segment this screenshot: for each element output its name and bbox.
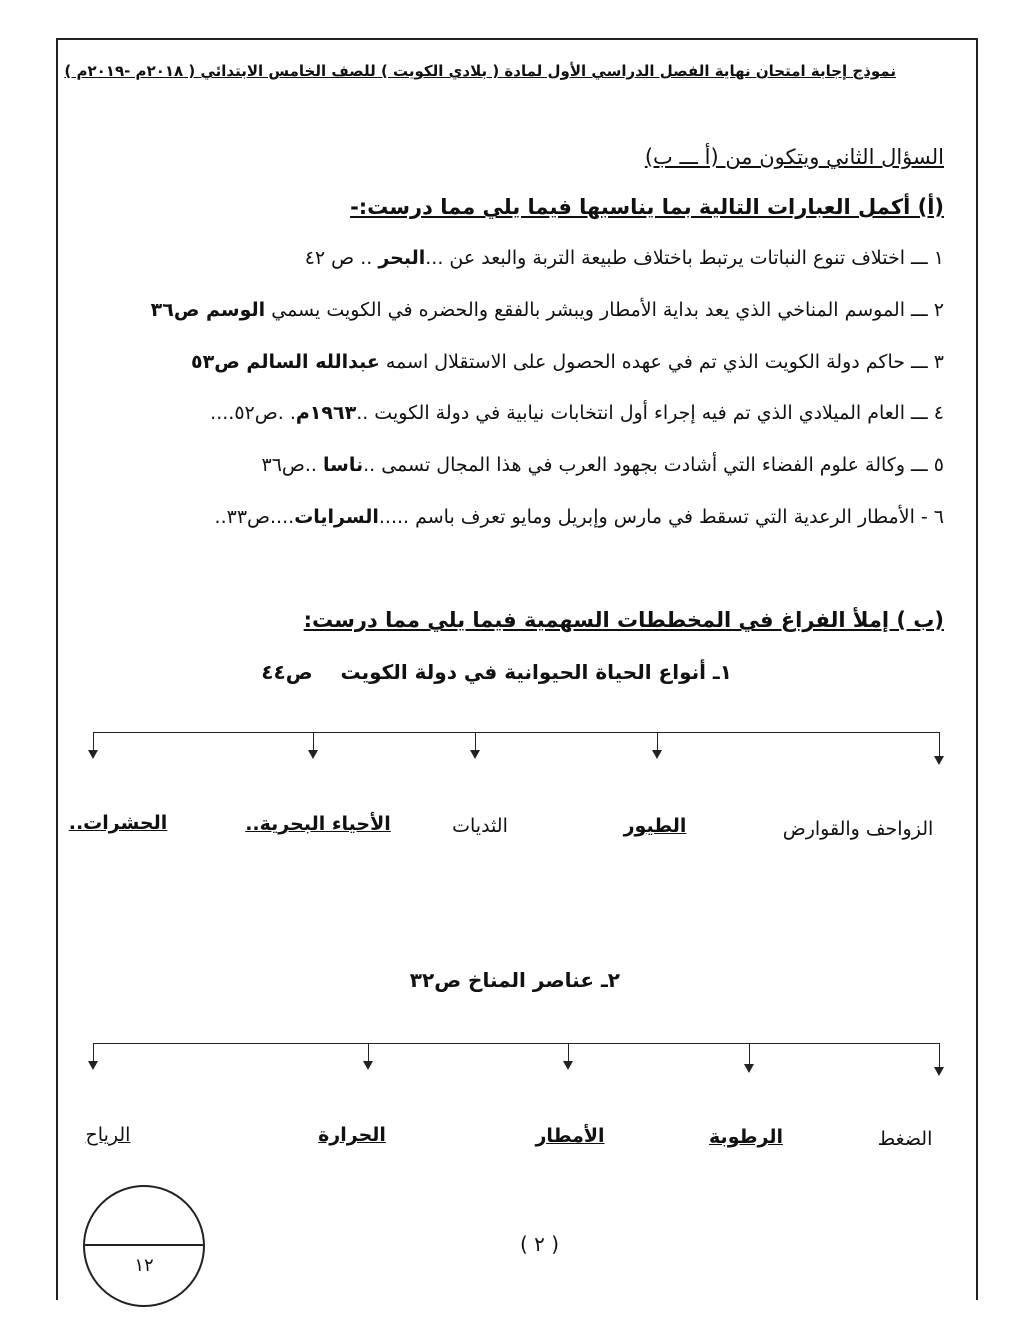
score-circle [83,1185,205,1307]
arrow-down-icon [563,1061,573,1070]
diagram1-label: الطيور [623,815,687,837]
arrow-down-icon [934,756,944,765]
diagram1-label: الحشرات.. [68,812,168,834]
arrow-down-icon [470,750,480,759]
diagram1-label: الأحياء البحرية.. [245,813,391,835]
diagram2-label: الحرارة [318,1124,386,1146]
diagram2-bar [93,1043,940,1044]
list-item: ٣ ـــ حاكم دولة الكويت الذي تم في عهده الحصول على الاستقلال اسمه عبدالله السالم ص٥٣ [191,351,944,373]
list-item: ٤ ـــ العام الميلادي الذي تم فيه إجراء أول انتخابات نيابية في دولة الكويت ..١٩٦٣م. .ص٥٢.... [210,402,944,424]
diagram1-stem [657,732,658,752]
diagram2-title: ٢ـ عناصر المناخ ص٣٢ [409,968,620,992]
page-number: ( ٢ ) [520,1232,560,1256]
section-b-title: (ب ) إملأ الفراغ في المخططات السهمية فيما يلي مما درست: [303,608,944,632]
diagram2-stem [368,1043,369,1063]
list-item: ٦ - الأمطار الرعدية التي تسقط في مارس وإبريل ومايو تعرف باسم .....السرايات....ص٣٣.. [214,506,944,528]
diagram2-label: الرياح [85,1124,131,1146]
diagram2-stem [93,1043,94,1063]
diagram1-stem [475,732,476,752]
diagram2-stem [749,1043,750,1066]
list-item: ٥ ـــ وكالة علوم الفضاء التي أشادت بجهود العرب في هذا المجال تسمى ..ناسا ..ص٣٦ [261,454,944,476]
section-a-title: (أ) أكمل العبارات التالية بما يناسبها فيما يلي مما درست:- [350,195,944,219]
arrow-down-icon [652,750,662,759]
diagram1-label: الزواحف والقوارض [782,818,934,840]
question-title: السؤال الثاني ويتكون من (أ ـــ ب) [644,145,944,169]
list-item: ١ ـــ اختلاف تنوع النباتات يرتبط باختلاف طبيعة التربة والبعد عن ...البحر .. ص ٤٢ [304,247,944,269]
diagram1-stem [939,732,940,758]
diagram2-stem [939,1043,940,1069]
diagram1-bar [93,732,940,733]
diagram2-label: الأمطار [535,1125,605,1147]
score-value: ١٢ [134,1255,154,1276]
list-item: ٢ ـــ الموسم المناخي الذي يعد بداية الأمطار ويبشر بالفقع والحضره في الكويت يسمي الوسم ص٣٦ [150,299,944,321]
diagram1-stem [93,732,94,752]
arrow-down-icon [88,1061,98,1070]
arrow-down-icon [744,1064,754,1073]
diagram2-stem [568,1043,569,1063]
diagram2-label: الضغط [877,1128,933,1150]
exam-header: نموذج إجابة امتحان نهاية الفصل الدراسي الأول لمادة ( بلادي الكويت ) للصف الخامس الابتدائي ( ٢٠١٨م -٢٠١٩م ) [64,62,896,80]
arrow-down-icon [363,1061,373,1070]
arrow-down-icon [308,750,318,759]
diagram1-stem [313,732,314,752]
arrow-down-icon [934,1067,944,1076]
arrow-down-icon [88,750,98,759]
diagram1-label: الثديات [452,815,508,837]
diagram2-label: الرطوبة [709,1126,783,1148]
score-divider [85,1244,203,1246]
diagram1-title: ١ـ أنواع الحياة الحيوانية في دولة الكويت ص٤٤ [261,660,732,684]
